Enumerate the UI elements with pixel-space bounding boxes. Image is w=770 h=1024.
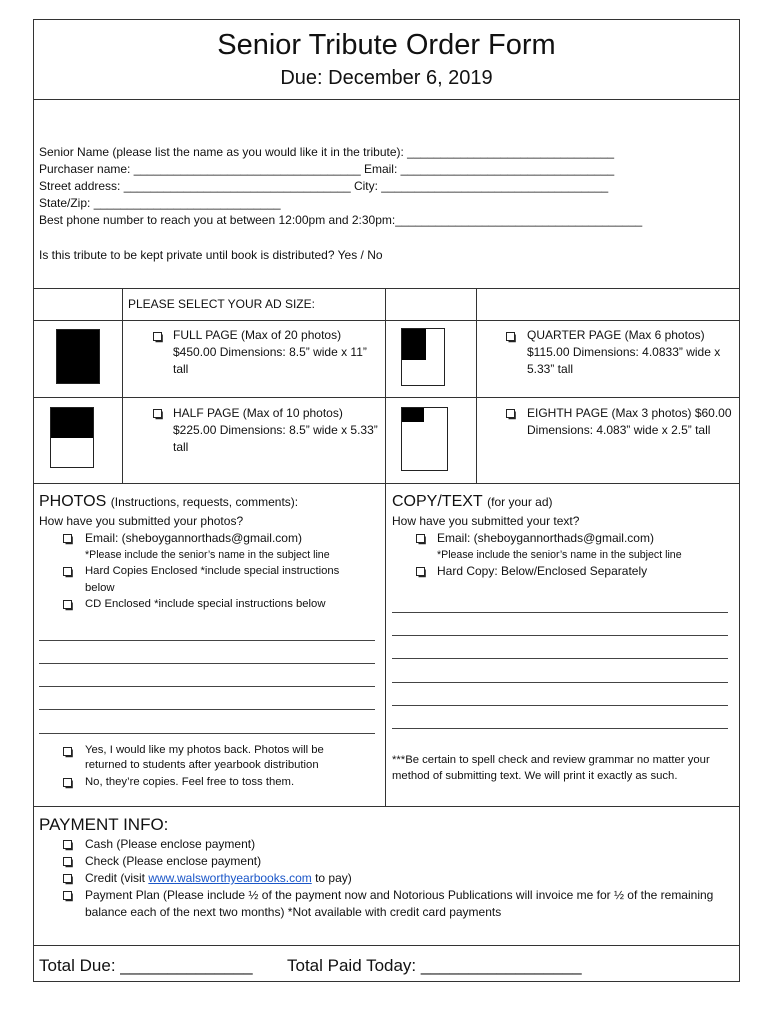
photos-line-1[interactable]	[39, 640, 375, 641]
credit-checkbox[interactable]	[60, 872, 76, 886]
half-page-checkbox[interactable]	[150, 407, 166, 421]
copy-line-1[interactable]	[392, 612, 728, 613]
photos-heading: PHOTOS	[39, 493, 107, 510]
copy-line-2[interactable]	[392, 635, 728, 636]
divider-ad-row2	[33, 483, 740, 484]
credit-suffix: to pay)	[311, 871, 352, 885]
copy-note: ***Be certain to spell check and review grammar no matter your method of submitting text. We will print it exactly as such.	[392, 754, 710, 782]
photos-return-no-checkbox[interactable]	[60, 776, 76, 790]
copy-line-6[interactable]	[392, 728, 728, 729]
walsworth-link[interactable]: www.walsworthyearbooks.com	[148, 871, 312, 885]
copy-hard-copy-option: Hard Copy: Below/Enclosed Separately	[437, 564, 648, 578]
photos-line-4[interactable]	[39, 709, 375, 710]
copy-email-note: *Please include the senior’s name in the subject line	[437, 549, 682, 561]
copy-heading: COPY/TEXT	[392, 493, 483, 510]
photos-email-note: *Please include the senior’s name in the subject line	[85, 549, 330, 561]
divider-header	[33, 99, 740, 100]
divider-ad-row1	[33, 397, 740, 398]
copy-hard-copy-checkbox[interactable]	[413, 565, 429, 579]
photos-return-yes-option: Yes, I would like my photos back. Photos will be returned to students after yearbook distribution	[85, 744, 324, 771]
state-zip-field[interactable]: State/Zip: ____________________________	[39, 196, 281, 210]
credit-option	[85, 870, 352, 887]
senior-name-field[interactable]: Senior Name (please list the name as you would like it in the tribute): _______________________________	[39, 145, 615, 159]
photos-line-3[interactable]	[39, 686, 375, 687]
ad-size-header: PLEASE SELECT YOUR AD SIZE:	[128, 297, 315, 311]
photos-email-option: Email: (sheboygannorthads@gmail.com)	[85, 531, 302, 545]
photos-email-checkbox[interactable]	[60, 532, 76, 546]
check-checkbox[interactable]	[60, 855, 76, 869]
photos-cd-option: CD Enclosed *include special instructions below	[85, 598, 326, 610]
full-page-icon	[56, 329, 100, 384]
copy-line-4[interactable]	[392, 682, 728, 683]
photos-hard-copies-option: Hard Copies Enclosed *include special instructions below	[85, 565, 340, 594]
cash-option: Cash (Please enclose payment)	[85, 837, 256, 851]
eighth-page-icon	[401, 407, 448, 471]
photos-question: How have you submitted your photos?	[39, 514, 244, 528]
divider-ad-header	[33, 320, 740, 321]
half-page-option: HALF PAGE (Max of 10 photos) $225.00 Dimensions: 8.5” wide x 5.33” tall	[173, 406, 378, 454]
cash-checkbox[interactable]	[60, 838, 76, 852]
copy-line-3[interactable]	[392, 658, 728, 659]
photos-heading-line	[39, 493, 298, 511]
photos-line-2[interactable]	[39, 663, 375, 664]
half-page-icon	[50, 407, 94, 468]
photos-hard-copies-checkbox[interactable]	[60, 565, 76, 579]
eighth-page-checkbox[interactable]	[503, 407, 519, 421]
quarter-page-checkbox[interactable]	[503, 330, 519, 344]
phone-field[interactable]: Best phone number to reach you at between 12:00pm and 2:30pm:_____________________________________	[39, 213, 643, 227]
photos-line-5[interactable]	[39, 733, 375, 734]
quarter-page-option: QUARTER PAGE (Max 6 photos) $115.00 Dimensions: 4.0833” wide x 5.33” tall	[527, 328, 721, 376]
copy-email-checkbox[interactable]	[413, 532, 429, 546]
payment-plan-checkbox[interactable]	[60, 889, 76, 903]
copy-heading-note: (for your ad)	[487, 495, 553, 509]
total-paid-field[interactable]: Total Paid Today: _________________	[287, 956, 582, 975]
photos-return-yes-checkbox[interactable]	[60, 745, 76, 759]
credit-prefix: Credit (visit	[85, 871, 149, 885]
full-page-checkbox[interactable]	[150, 330, 166, 344]
check-option: Check (Please enclose payment)	[85, 854, 262, 868]
divider-photos	[33, 806, 740, 807]
photos-cd-checkbox[interactable]	[60, 598, 76, 612]
payment-heading: PAYMENT INFO:	[39, 815, 169, 834]
ad-col-divider-3	[476, 288, 477, 483]
quarter-page-icon	[401, 328, 445, 386]
divider-payment	[33, 945, 740, 946]
ad-col-divider-1	[122, 288, 123, 483]
form-title: Senior Tribute Order Form	[217, 29, 556, 61]
copy-heading-line	[392, 493, 553, 511]
street-city-field[interactable]: Street address: __________________________________ City: __________________________________	[39, 179, 609, 193]
divider-info	[33, 288, 740, 289]
eighth-page-option: EIGHTH PAGE (Max 3 photos) $60.00 Dimensions: 4.083” wide x 2.5” tall	[527, 406, 732, 437]
photos-heading-note: (Instructions, requests, comments):	[110, 495, 299, 509]
copy-email-option: Email: (sheboygannorthads@gmail.com)	[437, 531, 654, 545]
ad-col-divider-2	[385, 288, 386, 806]
payment-plan-option: Payment Plan (Please include ½ of the payment now and Notorious Publications will invoice me for ½ of the remaining balance each of the next two months) *Not available with credit card payments	[85, 888, 714, 919]
copy-question: How have you submitted your text?	[392, 514, 580, 528]
copy-line-5[interactable]	[392, 705, 728, 706]
total-due-field[interactable]: Total Due: ______________	[39, 956, 253, 975]
full-page-option: FULL PAGE (Max of 20 photos) $450.00 Dimensions: 8.5” wide x 11” tall	[173, 328, 367, 376]
purchaser-email-field[interactable]: Purchaser name: __________________________________ Email: ________________________________	[39, 162, 615, 176]
private-question[interactable]: Is this tribute to be kept private until book is distributed? Yes / No	[39, 248, 383, 262]
photos-return-no-option: No, they’re copies. Feel free to toss them.	[85, 776, 295, 788]
due-date: Due: December 6, 2019	[280, 67, 493, 89]
